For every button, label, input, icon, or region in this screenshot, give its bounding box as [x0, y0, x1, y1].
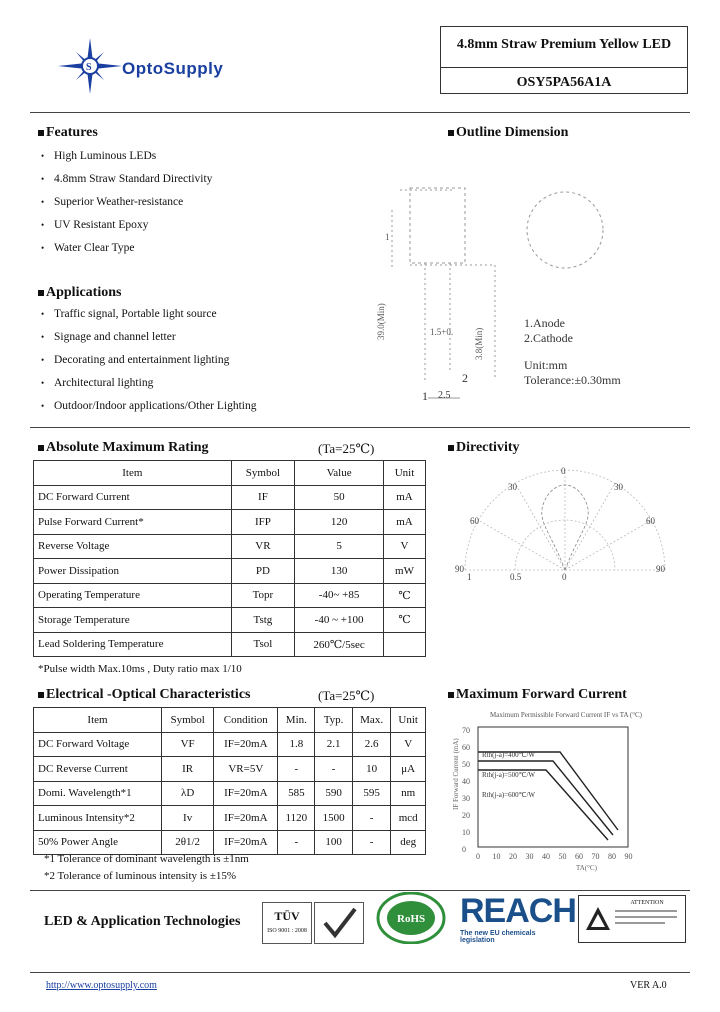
angle-r30: 30 [614, 482, 623, 492]
application-item: • Signage and channel letter [38, 326, 257, 349]
check-badge-icon [314, 902, 364, 944]
angle-r90: 90 [656, 564, 665, 574]
table-cell: 1120 [278, 806, 315, 831]
table-row [34, 534, 426, 559]
scale-0: 0 [562, 572, 567, 582]
x-tick-label: 40 [542, 852, 550, 861]
abs-max-note: *Pulse width Max.10ms , Duty ratio max 1/10 [38, 663, 242, 675]
application-item: • Decorating and entertainment lighting [38, 349, 257, 372]
y-axis-label: IF Forward Current (mA) [452, 738, 460, 810]
feature-item: • Water Clear Type [38, 237, 212, 260]
x-tick-label: 80 [608, 852, 616, 861]
table-cell: 10 [352, 757, 391, 782]
svg-text:S: S [86, 62, 92, 73]
table-cell: 260℃/5sec [295, 632, 384, 657]
table-cell: Domi. Wavelength*1 [34, 781, 162, 806]
column-header: Symbol [231, 461, 295, 486]
svg-text:1: 1 [385, 232, 390, 242]
legend-400: Rth(j-a)=400℃/W [482, 751, 536, 759]
table-cell: DC Forward Current [34, 485, 232, 510]
abs-max-table [33, 460, 426, 657]
column-header: Min. [278, 708, 315, 733]
eo-note-2: *2 Tolerance of luminous intensity is ±15% [44, 870, 237, 882]
svg-text:1.5+0.: 1.5+0. [430, 327, 454, 337]
chart-title: Maximum Permissible Forward Current IF vs TA (°C) [490, 711, 643, 719]
table-row [34, 632, 426, 657]
mid-rule [30, 427, 690, 428]
applications-heading: Applications [38, 285, 121, 301]
table-cell: 1500 [315, 806, 352, 831]
svg-text:RoHS: RoHS [397, 913, 426, 925]
table-cell: - [352, 830, 391, 855]
application-item: • Traffic signal, Portable light source [38, 303, 257, 326]
x-tick-label: 20 [509, 852, 517, 861]
table-cell: mcd [391, 806, 426, 831]
outline-drawing [370, 170, 670, 410]
scale-05: 0.5 [510, 572, 522, 582]
application-item: • Architectural lighting [38, 372, 257, 395]
legend-600: Rth(j-a)=600℃/W [482, 791, 536, 799]
column-header: Symbol [162, 708, 214, 733]
table-cell: 1.8 [278, 732, 315, 757]
y-tick-label: 0 [462, 845, 466, 854]
x-tick-label: 60 [575, 852, 583, 861]
table-cell: 590 [315, 781, 352, 806]
table-cell: - [315, 757, 352, 782]
angle-0: 0 [561, 466, 566, 476]
features-list [38, 145, 212, 260]
table-cell: VR=5V [214, 757, 278, 782]
esd-badge: ATTENTION [578, 895, 686, 943]
table-cell: - [352, 806, 391, 831]
table-cell: λD [162, 781, 214, 806]
eo-table [33, 707, 426, 855]
table-cell: IR [162, 757, 214, 782]
x-tick-label: 50 [558, 852, 567, 861]
table-cell: -40~ +85 [295, 583, 384, 608]
esd-hand-icon [585, 906, 611, 932]
pin-label-1: 1 [422, 389, 428, 403]
feature-item: • 4.8mm Straw Standard Directivity [38, 168, 212, 191]
table-cell: 100 [315, 830, 352, 855]
brand-logo [56, 36, 276, 96]
applications-list [38, 303, 257, 418]
table-cell: ℃ [383, 608, 425, 633]
table-cell: Topr [231, 583, 295, 608]
table-row [34, 583, 426, 608]
title-box [440, 26, 688, 94]
table-cell: Tstg [231, 608, 295, 633]
header-rule [30, 112, 690, 113]
column-header: Value [295, 461, 384, 486]
tuv-badge: TÜV ISO 9001 : 2008 [262, 902, 312, 944]
table-cell: 50 [295, 485, 384, 510]
column-header: Unit [383, 461, 425, 486]
y-tick-label: 40 [462, 777, 470, 786]
column-header: Item [34, 708, 162, 733]
brand-name: OptoSupply [122, 59, 224, 78]
outline-heading: Outline Dimension [448, 125, 568, 141]
table-cell: IF=20mA [214, 781, 278, 806]
y-tick-label: 10 [462, 828, 470, 837]
abs-max-condition: (Ta=25℃) [318, 441, 375, 456]
table-cell: Storage Temperature [34, 608, 232, 633]
table-cell: 5 [295, 534, 384, 559]
table-row [34, 559, 426, 584]
eo-note-1: *1 Tolerance of dominant wavelength is ±1nm [44, 853, 249, 865]
table-row [34, 732, 426, 757]
table-cell: ℃ [383, 583, 425, 608]
table-row [34, 781, 426, 806]
x-tick-label: 10 [492, 852, 501, 861]
max-current-heading: Maximum Forward Current [448, 687, 627, 703]
svg-text:39.0(Min): 39.0(Min) [376, 303, 386, 340]
table-cell [383, 632, 425, 657]
eo-condition: (Ta=25℃) [318, 688, 375, 703]
feature-item: • Superior Weather-resistance [38, 191, 212, 214]
feature-item: • High Luminous LEDs [38, 145, 212, 168]
table-cell: deg [391, 830, 426, 855]
table-row [34, 806, 426, 831]
table-cell: - [278, 757, 315, 782]
table-cell: 50% Power Angle [34, 830, 162, 855]
table-cell: 595 [352, 781, 391, 806]
table-cell: - [278, 830, 315, 855]
column-header: Max. [352, 708, 391, 733]
table-cell: VR [231, 534, 295, 559]
table-cell: -40 ~ +100 [295, 608, 384, 633]
x-tick-label: 70 [591, 852, 600, 861]
table-cell: IFP [231, 510, 295, 535]
table-cell: mW [383, 559, 425, 584]
table-cell: IF=20mA [214, 806, 278, 831]
table-cell: Power Dissipation [34, 559, 232, 584]
pitch-dimension: 2.5 [438, 390, 451, 401]
x-tick-label: 90 [624, 852, 633, 861]
angle-r60: 60 [646, 516, 655, 526]
table-cell: 585 [278, 781, 315, 806]
table-cell: nm [391, 781, 426, 806]
column-header: Condition [214, 708, 278, 733]
features-heading: Features [38, 125, 98, 141]
y-tick-label: 20 [462, 811, 470, 820]
bottom-rule [30, 972, 690, 973]
table-cell: 2θ1/2 [162, 830, 214, 855]
x-tick-label: 0 [476, 852, 480, 861]
abs-max-heading: Absolute Maximum Rating [38, 440, 209, 456]
max-current-chart [448, 705, 688, 875]
table-cell: Lead Soldering Temperature [34, 632, 232, 657]
angle-l60: 60 [470, 516, 479, 526]
pin-label-2: 2 [462, 371, 468, 385]
y-tick-label: 70 [462, 726, 470, 735]
rohs-badge [376, 892, 446, 944]
application-item: • Outdoor/Indoor applications/Other Lighting [38, 395, 257, 418]
y-tick-label: 50 [462, 760, 470, 769]
eo-heading: Electrical -Optical Characteristics [38, 687, 250, 703]
table-cell: μA [391, 757, 426, 782]
pin1-label: 1.Anode [524, 316, 565, 330]
table-cell: V [391, 732, 426, 757]
table-cell: PD [231, 559, 295, 584]
table-row [34, 830, 426, 855]
unit-label: Unit:mm [524, 358, 568, 372]
pin2-label: 2.Cathode [524, 331, 573, 345]
y-tick-label: 60 [462, 743, 470, 752]
scale-1: 1 [467, 572, 472, 582]
pin-legend [524, 316, 621, 388]
table-cell: 120 [295, 510, 384, 535]
table-cell: mA [383, 510, 425, 535]
table-cell: IF=20mA [214, 830, 278, 855]
website-link[interactable]: http://www.optosupply.com [46, 980, 157, 991]
table-cell: Iv [162, 806, 214, 831]
table-cell: Pulse Forward Current* [34, 510, 232, 535]
x-axis-label: TA(°C) [576, 864, 597, 872]
footer-rule [30, 890, 690, 891]
feature-item: • UV Resistant Epoxy [38, 214, 212, 237]
table-cell: VF [162, 732, 214, 757]
divider [441, 67, 687, 68]
company-name: LED & Application Technologies [44, 914, 241, 929]
svg-text:3.8(Min): 3.8(Min) [474, 327, 484, 360]
table-cell: IF [231, 485, 295, 510]
reach-badge: REACH The new EU chemicals legislation [460, 892, 576, 944]
legend-500: Rth(j-a)=500℃/W [482, 771, 536, 779]
table-cell: 130 [295, 559, 384, 584]
table-cell: mA [383, 485, 425, 510]
table-cell: Tsol [231, 632, 295, 657]
column-header: Item [34, 461, 232, 486]
table-cell: IF=20mA [214, 732, 278, 757]
table-cell: Luminous Intensity*2 [34, 806, 162, 831]
column-header: Typ. [315, 708, 352, 733]
table-row [34, 608, 426, 633]
table-row [34, 757, 426, 782]
directivity-chart [450, 460, 680, 590]
table-cell: 2.1 [315, 732, 352, 757]
angle-l90: 90 [455, 564, 464, 574]
table-row [34, 510, 426, 535]
directivity-heading: Directivity [448, 440, 520, 456]
table-cell: V [383, 534, 425, 559]
column-header: Unit [391, 708, 426, 733]
table-cell: Operating Temperature [34, 583, 232, 608]
x-tick-label: 30 [525, 852, 534, 861]
y-tick-label: 30 [462, 794, 470, 803]
tolerance-label: Tolerance:±0.30mm [524, 373, 621, 387]
version-label: VER A.0 [630, 980, 667, 991]
table-cell: DC Reverse Current [34, 757, 162, 782]
table-row [34, 485, 426, 510]
table-cell: 2.6 [352, 732, 391, 757]
angle-l30: 30 [508, 482, 517, 492]
table-cell: DC Forward Voltage [34, 732, 162, 757]
product-title: 4.8mm Straw Premium Yellow LED [456, 37, 672, 52]
part-number: OSY5PA56A1A [516, 75, 612, 90]
table-cell: Reverse Voltage [34, 534, 232, 559]
